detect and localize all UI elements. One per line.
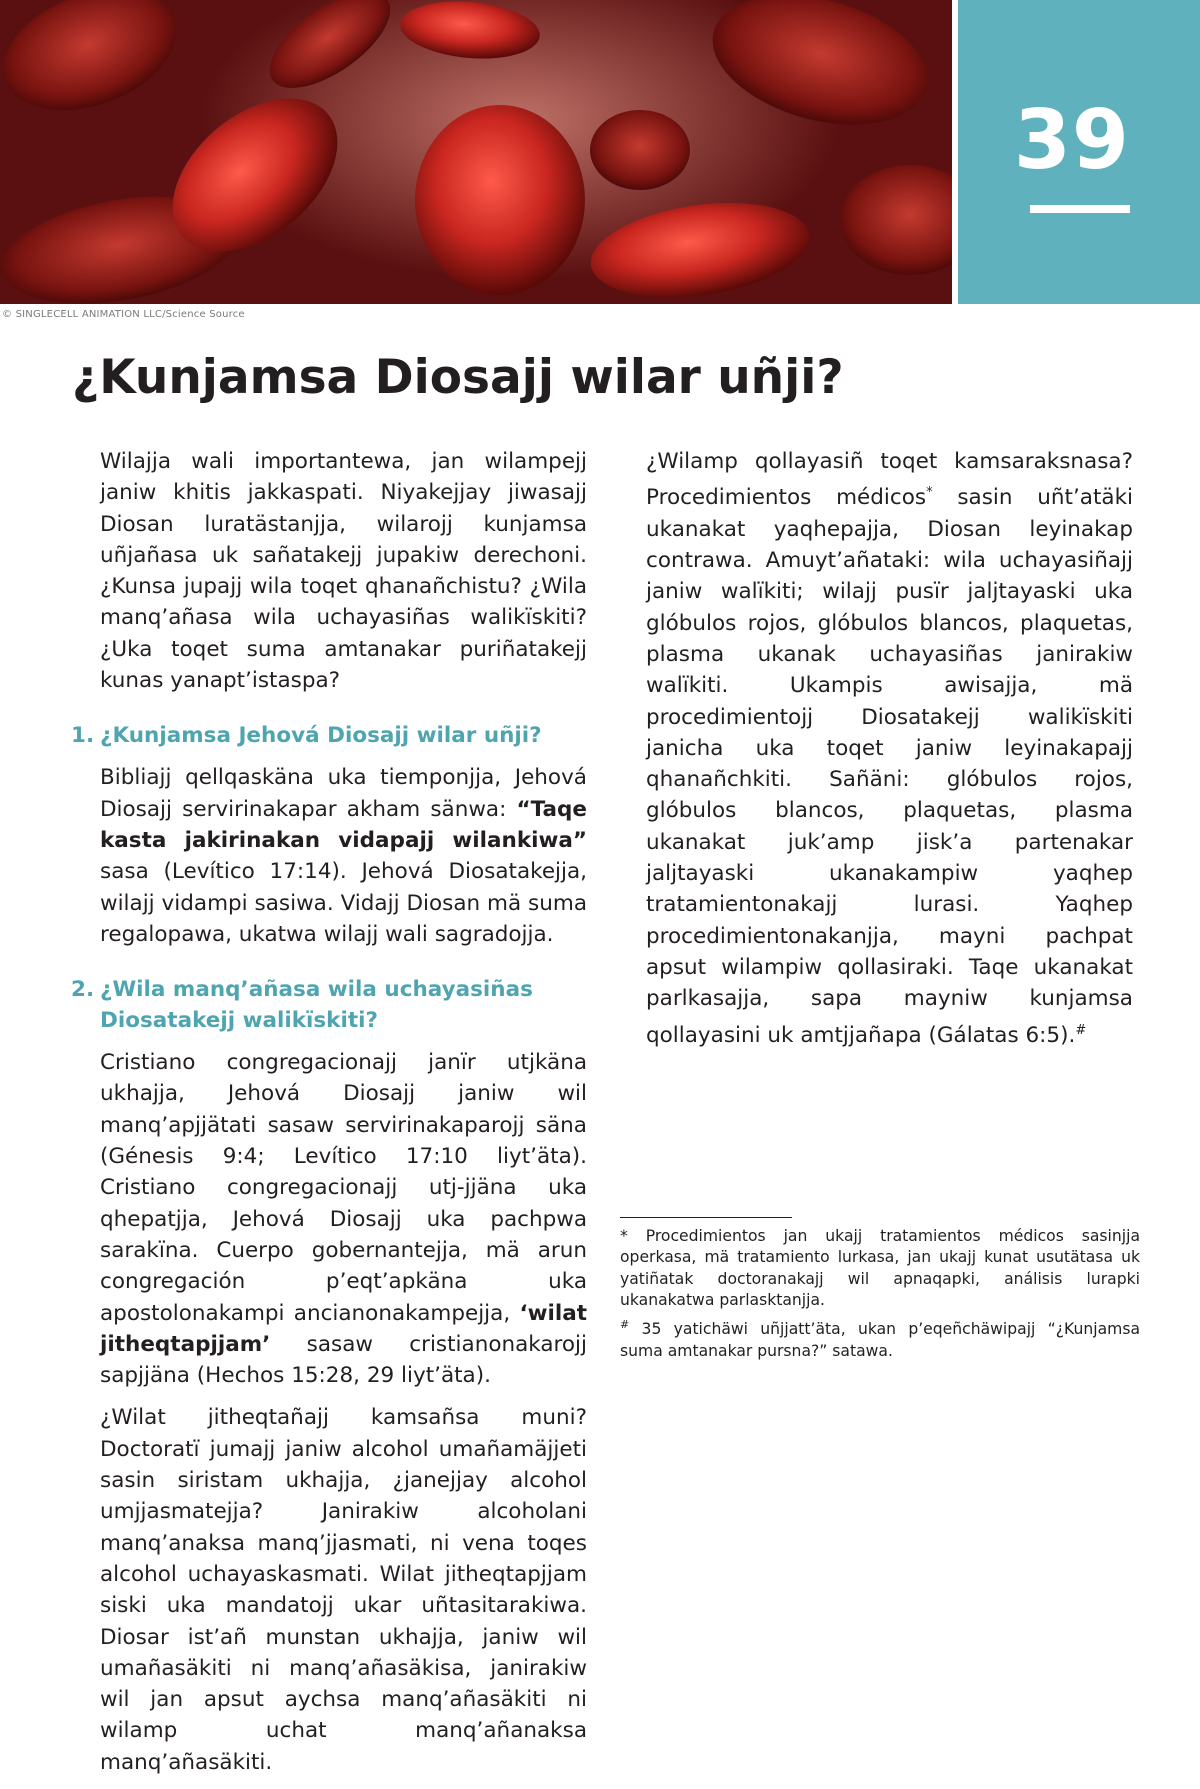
footnote-2-text: 35 yatichäwi uñjjatt’äta, ukan p’eqeñchäwipajj “¿Kunjamsa suma amtanakar pursna?” satawa.	[620, 1320, 1140, 1360]
lesson-number-underline	[1030, 205, 1130, 213]
footnote-ref-hash[interactable]: #	[1075, 1022, 1087, 1038]
section-1-text-a: Bibliajj qellqaskäna uka tiemponjja, Jehová Diosajj servirinakapar akham sänwa:	[100, 765, 587, 822]
section-2-paragraph-1	[100, 1047, 587, 1391]
footnote-2	[620, 1314, 1140, 1362]
question-2	[71, 974, 587, 1036]
footnote-1-mark: *	[620, 1227, 628, 1245]
question-1-text: ¿Kunjamsa Jehová Diosajj wilar uñji?	[100, 723, 542, 749]
section-2-quote: ‘wilat jitheqtapjjam’	[100, 1300, 587, 1357]
footnote-divider	[620, 1217, 792, 1218]
section-2-text-d: sasin uñt’atäki ukanakat yaqhepajja, Diosan leyinakap contrawa. Amuyt’añataki: wila uchayasiñajj janiw walïkiti; wilajj pusïr jaljtayaski uka glóbulos rojos, glóbulos blancos, plaquetas, plasma ukanak uchayasiñas janirakiw walïkiti. Ukampis awisajja, mä procedimientojj Diosatakejj walikïskiti janicha uka toqet janiw leyinakapajj qhanañchkiti. Sañäni: glóbulos rojos, glóbulos blancos, plaquetas, plasma ukanakat juk’amp jisk’a partenakar jaljtayaski ukanakampiw yaqhep tratamientonakajj lurasi. Yaqhep procedimientonakanjja, mayni pachpat apsut wilampiw qollasiraki. Taqe ukanakat parlkasajja, sapa mayniw kunjamsa qollayasini uk amtjjañapa (Gálatas 6:5).	[646, 485, 1133, 1048]
lesson-badge	[958, 0, 1200, 304]
footnote-1	[620, 1226, 1140, 1311]
red-blood-cells-image	[0, 0, 952, 304]
footnote-1-text: Procedimientos jan ukajj tratamientos médicos sasinjja operkasa, mä tratamiento lurkasa, jan ukajj kunat usutätasa uk yatiñatak doctoranakajj wil apnaqapki, análisis lurapki ukanakatwa parlasktanjja.	[620, 1227, 1140, 1309]
photo-credit: © SINGLECELL ANIMATION LLC/Science Source	[2, 309, 245, 320]
right-column	[646, 446, 1133, 1062]
section-2-paragraph-3	[646, 446, 1133, 1051]
left-column	[71, 446, 587, 1789]
question-1-number: 1.	[71, 723, 95, 749]
section-2-paragraph-2: ¿Wilat jitheqtañajj kamsañsa muni? Doctoratï jumajj janiw alcohol umañamäjjeti sasin siristam ukhajja, ¿janejjay alcohol umjjasmatejja? Janirakiw alcoholani manq’anaksa manq’jjasmati, ni vena toqes alcohol uchayaskasmati. Wilat jitheqtapjjam siski uka mandatojj ukar uñtasitarakiwa. Diosar ist’añ munstan ukhajja, janiw wil umañasäkiti ni manq’añasäkisa, janirakiw wil jan apsut aychsa manq’añasäkiti ni wilamp uchat manq’añanaksa manq’añasäkiti.	[100, 1405, 587, 1775]
question-2-number: 2.	[71, 977, 95, 1003]
section-1-paragraph	[100, 762, 587, 950]
section-2-text-b: sasaw cristianonakarojj sapjjäna (Hechos 15:28, 29 liyt’äta).	[100, 1331, 587, 1389]
intro-paragraph: Wilajja wali importantewa, jan wilampejj janiw khitis jakkaspati. Niyakejjay jiwasajj Diosan luratästanjja, wilarojj kunjamsa uñjañasa uk sañatakejj jupakiw derechoni. ¿Kunsa jupajj wila toqet qhanañchistu? ¿Wila manq’añasa wila uchayasiñas walikïskiti? ¿Uka toqet suma amtanakar puriñatakejj kunas yanapt’istaspa?	[100, 449, 587, 694]
section-2-text-c: ¿Wilamp qollayasiñ toqet kamsaraksnasa? Procedimientos médicos	[646, 449, 1133, 511]
hero-image	[0, 0, 952, 304]
section-1-text-b: sasa (Levítico 17:14). Jehová Diosatakejja, wilajj vidampi sasiwa. Vidajj Diosan mä suma regalopawa, ukatwa wilajj wali sagradojja.	[100, 859, 587, 947]
footnotes	[620, 1226, 1140, 1365]
question-1	[71, 720, 587, 751]
footnote-2-mark: #	[620, 1318, 630, 1332]
section-1-quote: “Taqe kasta jakirinakan vidapajj wilankiwa”	[100, 796, 587, 853]
footnote-ref-asterisk[interactable]: *	[926, 485, 933, 501]
question-2-text: ¿Wila manq’añasa wila uchayasiñas Diosatakejj walikïskiti?	[100, 977, 533, 1034]
section-2-text-a: Cristiano congregacionajj janïr utjkäna ukhajja, Jehová Diosajj janiw wil manq’apjjätati sasaw servirinakaparojj säna (Génesis 9:4; Levítico 17:10 liyt’äta). Cristiano congregacionajj utj-jjäna uka qhepatjja, Jehová Diosajj uka pachpwa sarakïna. Cuerpo gobernantejja, mä arun congregación p’eqt’apkäna uka apostolonakampi ancianonakampejja,	[100, 1050, 587, 1326]
page-title: ¿Kunjamsa Diosajj wilar uñji?	[72, 350, 844, 405]
lesson-number: 39	[1013, 93, 1130, 188]
